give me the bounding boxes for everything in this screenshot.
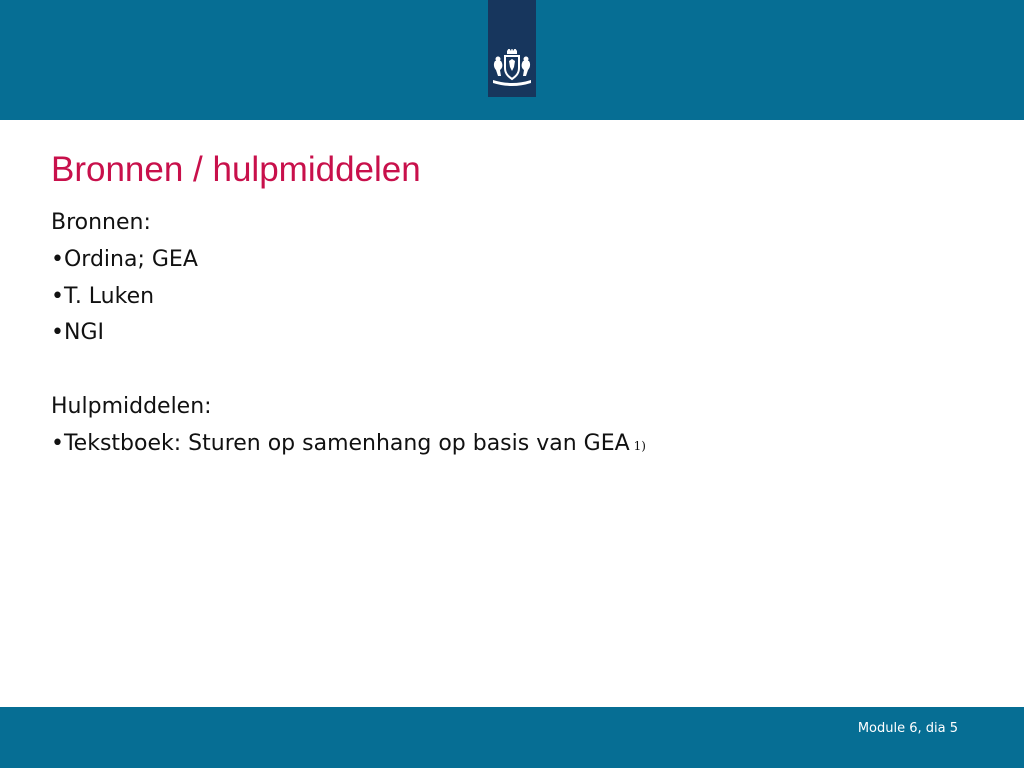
- list-item-text: NGI: [63, 320, 104, 346]
- slide-title: Bronnen / hulpmiddelen: [51, 150, 421, 189]
- coat-of-arms-icon: [490, 49, 534, 89]
- list-item-text: T. Luken: [63, 283, 155, 309]
- bullet: •: [51, 246, 64, 272]
- list-item: [51, 279, 951, 316]
- list-item: [51, 315, 951, 352]
- list-item: [51, 426, 951, 463]
- footnote-marker: 1): [633, 438, 646, 453]
- bullet: •: [51, 430, 64, 456]
- list-item-text: Tekstboek: Sturen op samenhang op basis van GEA: [63, 430, 630, 456]
- bullet: •: [51, 283, 64, 309]
- bronnen-heading: Bronnen:: [51, 210, 151, 235]
- list-item: [51, 242, 951, 279]
- slide-body: [51, 205, 951, 463]
- spacer: [51, 352, 951, 389]
- list-item-text: Ordina; GEA: [63, 246, 198, 272]
- hulpmiddelen-heading: Hulpmiddelen:: [51, 393, 212, 419]
- bullet: •: [51, 320, 64, 346]
- footer-band: [0, 707, 1024, 768]
- slide-number: Module 6, dia 5: [857, 721, 958, 736]
- logo-box: [488, 0, 536, 97]
